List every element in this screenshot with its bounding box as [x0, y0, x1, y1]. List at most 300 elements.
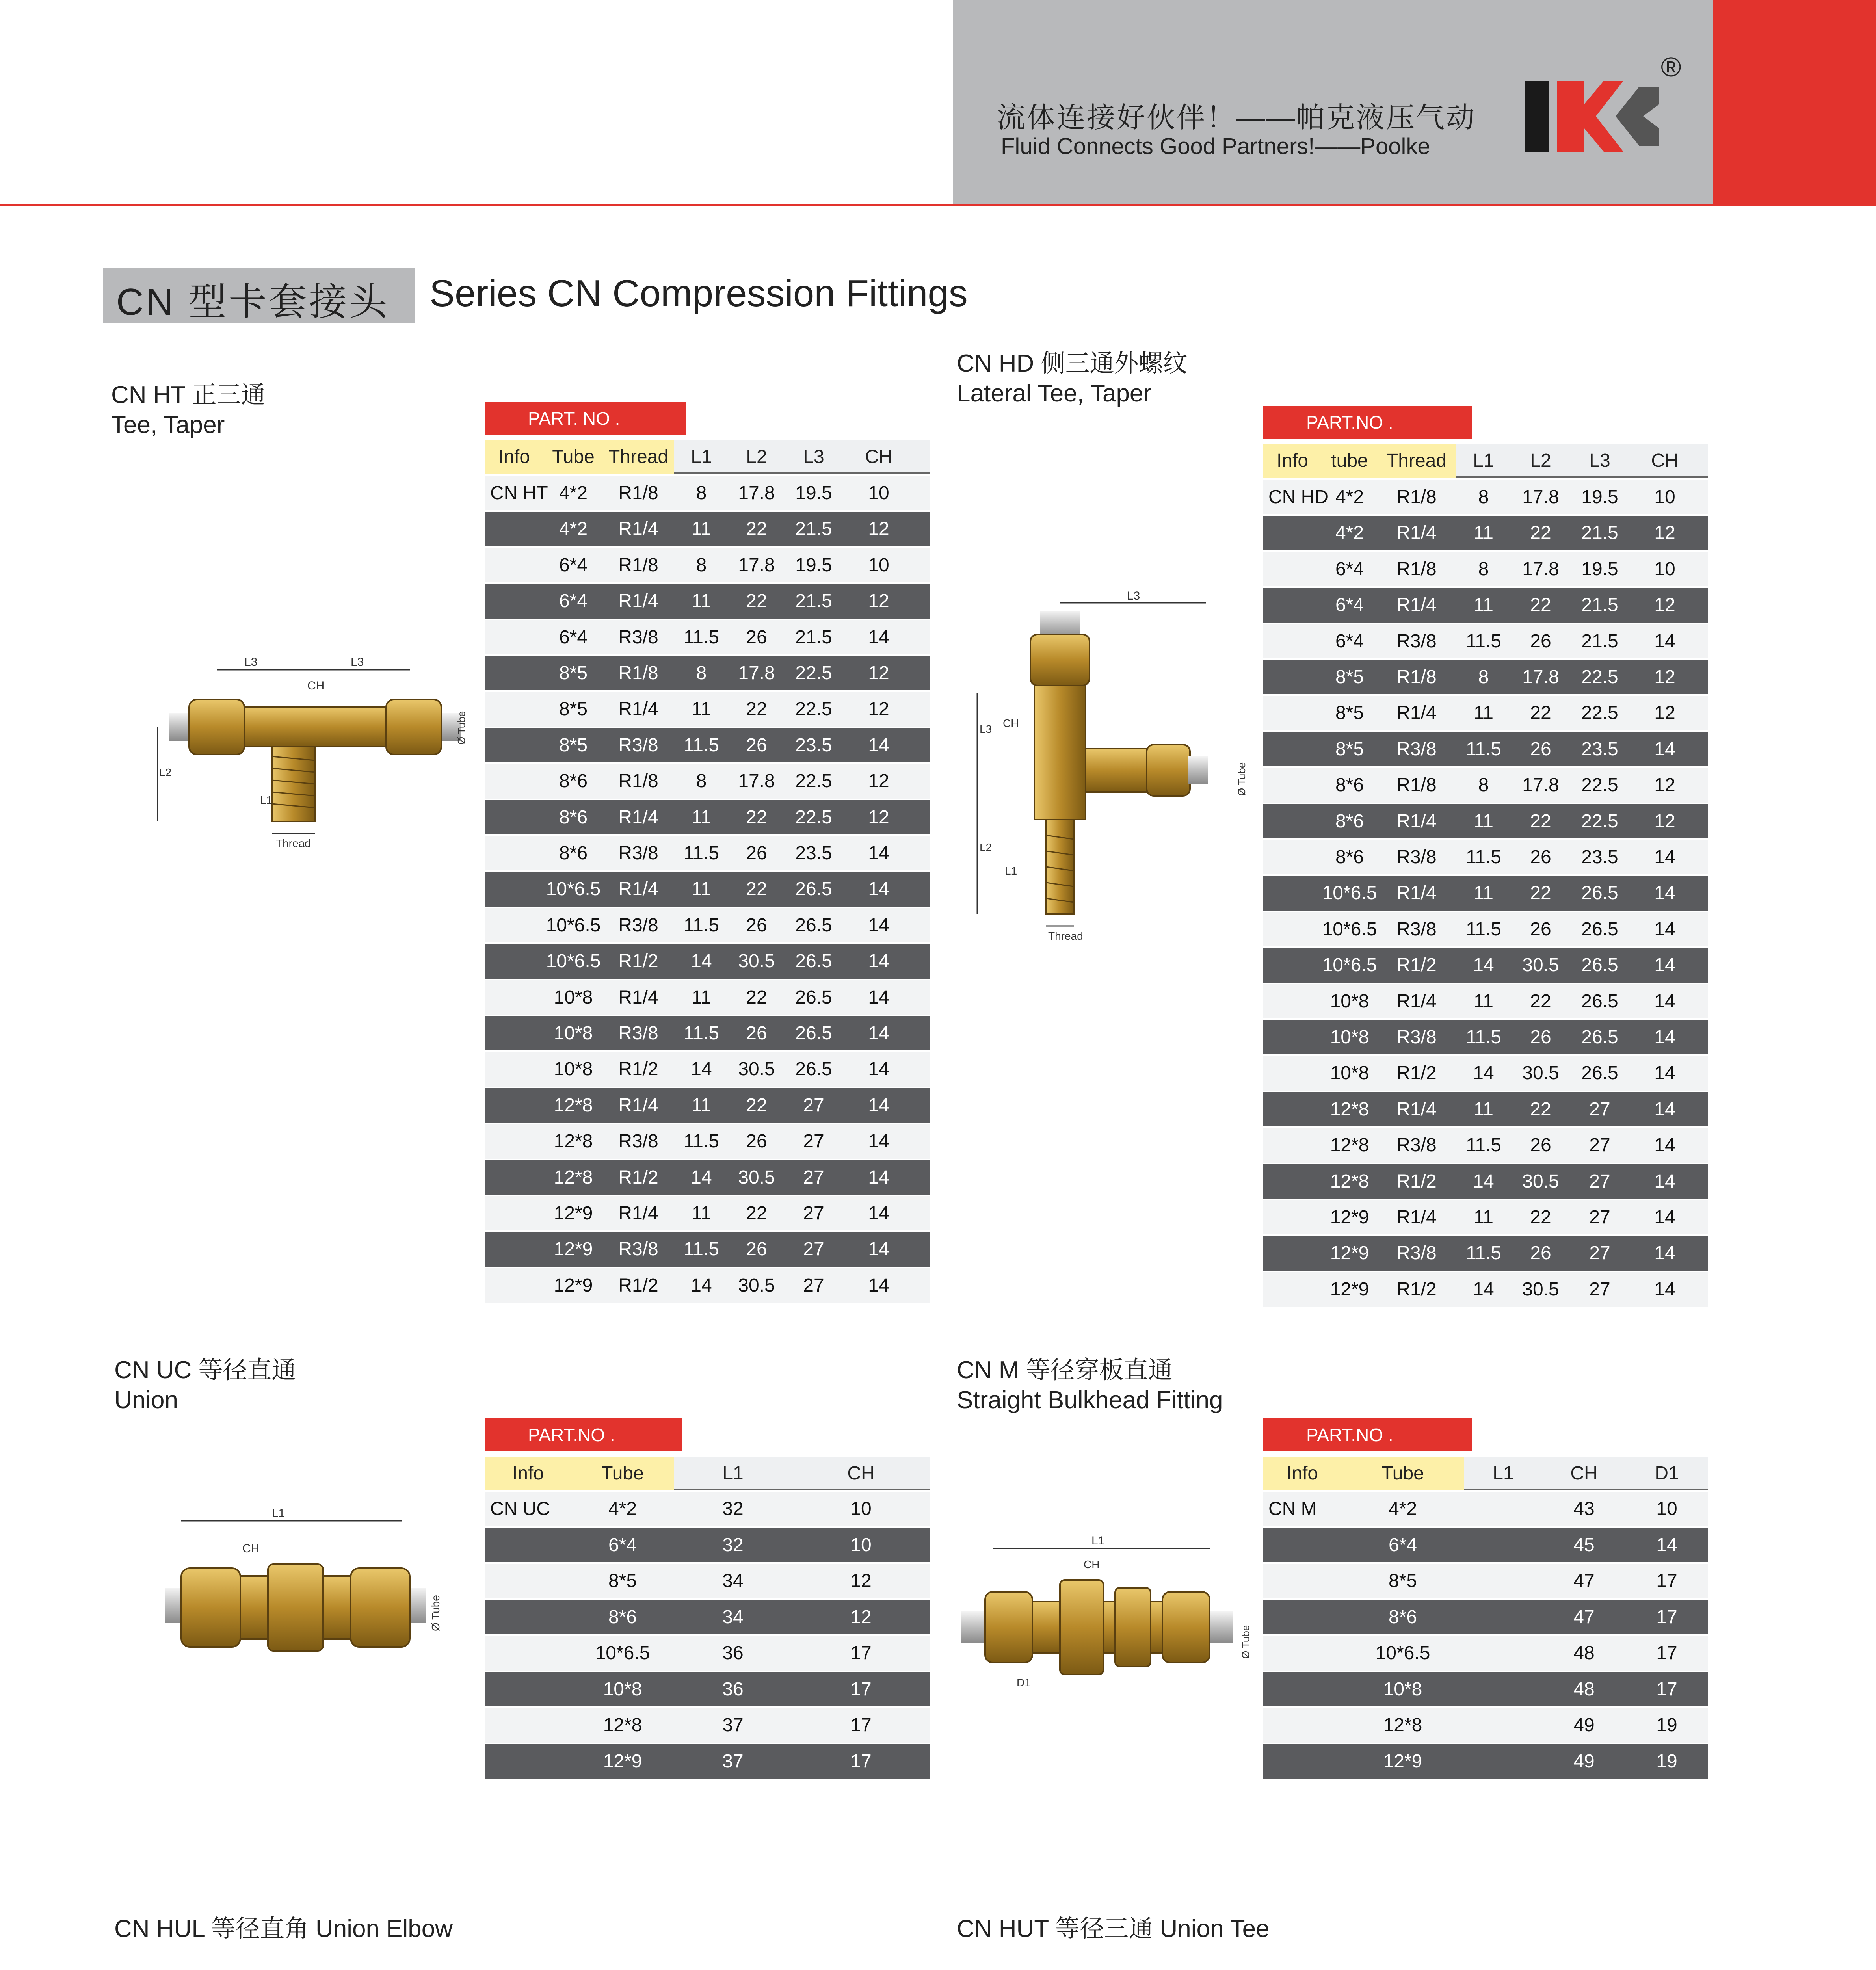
table-row: [1263, 1128, 1708, 1162]
table-row: [1263, 1528, 1708, 1563]
tee-fitting-drawing: [154, 646, 477, 867]
registered-mark: ®: [1661, 52, 1681, 82]
table-cell: 27: [1589, 1135, 1610, 1156]
table-row: [485, 512, 930, 546]
table-row: [1263, 768, 1708, 802]
table-cell: 14: [868, 626, 889, 648]
column-header: Info: [1276, 450, 1309, 471]
table-cell: CN HT: [490, 483, 548, 504]
table-cell: 12*8: [1330, 1135, 1369, 1156]
table-cell: 12*8: [1383, 1715, 1422, 1736]
table-cell: 23.5: [1581, 847, 1618, 868]
table-cell: 26: [746, 1239, 767, 1260]
section-hul-title: [114, 1914, 453, 1944]
table-cell: 12*9: [554, 1203, 593, 1224]
section-hut-name: CN HUT 等径三通 Union Tee: [957, 1915, 1270, 1942]
table-cell: 14: [1654, 991, 1675, 1012]
table-cell: 17.8: [738, 483, 775, 504]
svg-text:CH: CH: [242, 1542, 260, 1555]
svg-text:L3: L3: [244, 656, 258, 669]
table-cell: 8: [1478, 667, 1489, 688]
table-cell: CN M: [1268, 1498, 1317, 1519]
table-cell: 4*2: [559, 519, 588, 540]
table-cell: R1/8: [618, 483, 658, 504]
table-cell: 12*9: [554, 1275, 593, 1296]
table-cell: 30.5: [1522, 955, 1559, 976]
table-cell: 8*6: [608, 1606, 637, 1628]
table-cell: CN UC: [490, 1498, 550, 1519]
table-cell: 32: [722, 1534, 744, 1556]
slogan-english: Fluid Connects Good Partners!——Poolke: [1001, 134, 1430, 159]
table-cell: 30.5: [1522, 1279, 1559, 1300]
table-cell: 8*6: [559, 807, 588, 828]
svg-text:L2: L2: [980, 841, 992, 853]
svg-text:D1: D1: [1017, 1676, 1031, 1689]
section-uc-desc: Union: [114, 1386, 178, 1414]
table-row: [485, 908, 930, 942]
table-cell: R1/4: [1396, 883, 1437, 904]
table-row: [485, 620, 930, 654]
section-hd-title: [957, 349, 1188, 409]
table-row: [485, 1052, 930, 1086]
section-hul-name: CN HUL 等径直角 Union Elbow: [114, 1915, 453, 1942]
table-cell: R3/8: [1396, 1135, 1437, 1156]
table-cell: R1/4: [1396, 1098, 1437, 1120]
table-cell: 8*5: [559, 699, 588, 720]
table-cell: 14: [868, 1095, 889, 1116]
table-cell: R3/8: [1396, 847, 1437, 868]
table-cell: 6*4: [559, 626, 588, 648]
table-cell: 22: [1530, 522, 1551, 544]
table-cell: R1/8: [1396, 775, 1437, 796]
table-cell: 10: [868, 483, 889, 504]
table-row: [1263, 1492, 1708, 1526]
section-ht-desc: Tee, Taper: [111, 411, 225, 439]
table-cell: 30.5: [738, 1059, 775, 1080]
table-cell: R3/8: [618, 1131, 658, 1152]
table-row: [485, 1492, 930, 1526]
svg-text:CH: CH: [1084, 1558, 1100, 1570]
table-cell: 36: [722, 1678, 744, 1700]
table-cell: 10*6.5: [1322, 955, 1377, 976]
table-cell: 11: [1474, 810, 1493, 832]
table-cell: 17: [850, 1715, 872, 1736]
table-cell: 27: [803, 1167, 824, 1188]
table-cell: 17.8: [1522, 775, 1559, 796]
table-cell: 26.5: [1581, 1063, 1618, 1084]
union-fitting-drawing: [158, 1497, 465, 1686]
table-row: [1263, 624, 1708, 658]
column-header: L1: [1493, 1463, 1514, 1484]
table-cell: 27: [1589, 1243, 1610, 1264]
section-ht-name: CN HT 正三通: [111, 381, 266, 409]
table-cell: 8: [1478, 487, 1489, 507]
table-cell: 10*8: [1330, 1027, 1369, 1048]
table-cell: 22: [746, 1203, 767, 1224]
table-row: [485, 872, 930, 906]
table-cell: 12*9: [1383, 1751, 1422, 1772]
table-cell: 11.5: [1466, 1243, 1501, 1264]
table-cell: 26: [746, 914, 767, 936]
table-cell: 22: [1530, 883, 1551, 904]
table-cell: 12*9: [1330, 1243, 1369, 1264]
table-cell: R1/4: [1396, 522, 1437, 544]
table-cell: 6*4: [1335, 558, 1364, 580]
part-no-label: PART. NO .: [485, 402, 686, 435]
table-cell: 14: [1654, 738, 1675, 760]
table-cell: R1/4: [1396, 703, 1437, 724]
table-cell: 10*6.5: [546, 914, 601, 936]
section-m-desc: Straight Bulkhead Fitting: [957, 1386, 1223, 1414]
table-cell: 26.5: [795, 1059, 832, 1080]
column-header: CH: [1651, 450, 1679, 471]
table-cell: 22.5: [1581, 810, 1618, 832]
table-cell: R3/8: [618, 626, 658, 648]
column-header: D1: [1655, 1463, 1679, 1484]
table-cell: 12*9: [554, 1239, 593, 1260]
header-red-panel: [1713, 0, 1876, 205]
table-cell: 4*2: [559, 483, 588, 504]
table-cell: 14: [1654, 1207, 1675, 1228]
table-row: [1263, 1272, 1708, 1307]
table-cell: 10*6.5: [1375, 1643, 1430, 1663]
table-cell: 22: [1530, 1098, 1551, 1120]
table-cell: R1/4: [618, 1203, 658, 1224]
table-row: [1263, 480, 1708, 514]
lateral-tee-drawing: [961, 591, 1261, 946]
table-cell: 17: [1656, 1606, 1677, 1628]
table-cell: 14: [868, 1239, 889, 1260]
table-row: [1263, 984, 1708, 1018]
table-cell: 37: [722, 1751, 744, 1772]
table-cell: 12*8: [554, 1095, 593, 1116]
table-cell: 19.5: [1581, 558, 1618, 580]
table-cell: R3/8: [1396, 1243, 1437, 1264]
table-cell: 14: [1654, 1171, 1675, 1192]
table-cell: R3/8: [618, 843, 658, 864]
table-cell: 14: [868, 1059, 889, 1080]
table-cell: 8*5: [608, 1570, 637, 1591]
table-cell: 11: [1474, 1098, 1493, 1120]
table-cell: 12: [868, 771, 889, 792]
table-row: [1263, 1236, 1708, 1270]
svg-text:Ø Tube: Ø Tube: [456, 711, 467, 745]
table-cell: 26.5: [795, 914, 832, 936]
table-cell: R3/8: [618, 734, 658, 756]
table-cell: 8*6: [559, 771, 588, 792]
table-cell: 30.5: [738, 951, 775, 972]
table-cell: 26: [746, 843, 767, 864]
table-cell: 12: [1654, 667, 1675, 688]
table-cell: 14: [1473, 1279, 1494, 1300]
table-cell: 6*4: [1335, 630, 1364, 652]
table-cell: 17.8: [738, 554, 775, 576]
table-cell: R1/8: [618, 663, 658, 684]
table-cell: 8*5: [559, 663, 588, 684]
table-cell: 19.5: [795, 554, 832, 576]
table-cell: 4*2: [1388, 1498, 1417, 1519]
table-cell: 10*8: [1330, 1063, 1369, 1084]
table-cell: R1/4: [618, 591, 658, 612]
header-divider: [0, 204, 1876, 206]
table-cell: 23.5: [1581, 738, 1618, 760]
table-row: [485, 800, 930, 834]
table-cell: 10: [1654, 558, 1675, 580]
table-cell: 26.5: [1581, 991, 1618, 1012]
table-cell: 22: [1530, 595, 1551, 616]
table-cell: 27: [803, 1203, 824, 1224]
table-cell: 8*6: [1335, 847, 1364, 868]
table-cell: 12*8: [603, 1715, 642, 1736]
table-cell: 14: [1654, 918, 1675, 940]
table-cell: 10*6.5: [546, 879, 601, 900]
table-cell: 27: [1589, 1279, 1610, 1300]
table-cell: 22: [1530, 810, 1551, 832]
table-cell: 12: [850, 1570, 872, 1591]
table-cell: 27: [1589, 1207, 1610, 1228]
table-cell: 10: [850, 1534, 872, 1556]
section-m-title: [957, 1355, 1223, 1415]
table-cell: R3/8: [1396, 630, 1437, 652]
page-title-english: Series CN Compression Fittings: [429, 272, 968, 314]
table-cell: 14: [1654, 847, 1675, 868]
table-row: [1263, 1672, 1708, 1707]
table-cell: 12*8: [554, 1167, 593, 1188]
table-cell: 23.5: [795, 734, 832, 756]
column-header: Tube: [601, 1463, 644, 1484]
table-cell: R3/8: [618, 1239, 658, 1260]
table-cell: 27: [803, 1095, 824, 1116]
table-cell: 22: [746, 987, 767, 1008]
table-cell: R1/4: [618, 987, 658, 1008]
table-cell: R1/4: [618, 1095, 658, 1116]
table-row: [1263, 516, 1708, 550]
table-cell: R1/2: [618, 1059, 658, 1080]
table-cell: 48: [1573, 1643, 1595, 1663]
table-row: [485, 1196, 930, 1230]
column-header: Info: [498, 446, 530, 467]
brand-logo-icon: [1525, 77, 1659, 156]
table-cell: 21.5: [1581, 630, 1618, 652]
table-cell: 12: [1654, 775, 1675, 796]
table-cell: 14: [1654, 1135, 1675, 1156]
svg-text:Ø Tube: Ø Tube: [429, 1595, 442, 1631]
table-cell: 11: [692, 879, 711, 900]
table-cell: 11.5: [684, 914, 719, 936]
svg-text:L1: L1: [260, 794, 273, 806]
table-cell: 11.5: [1466, 738, 1501, 760]
table-cell: 12: [1654, 595, 1675, 616]
table-cell: 10: [1654, 487, 1675, 507]
table-cell: 22: [1530, 703, 1551, 724]
table-cell: 49: [1573, 1715, 1595, 1736]
table-cell: 6*4: [1335, 595, 1364, 616]
table-row: [485, 692, 930, 726]
table-cell: 22: [1530, 1207, 1551, 1228]
table-row: [485, 764, 930, 798]
svg-text:Ø Tube: Ø Tube: [1236, 762, 1248, 796]
table-row: [485, 584, 930, 618]
table-cell: 21.5: [1581, 522, 1618, 544]
table-cell: 11: [1474, 703, 1493, 724]
column-header: tube: [1331, 450, 1368, 471]
table-cell: 8*6: [1335, 775, 1364, 796]
table-cell: 12: [868, 807, 889, 828]
table-row: [485, 476, 930, 510]
table-cell: 17: [1656, 1570, 1677, 1591]
table-cell: 17: [1656, 1643, 1677, 1663]
table-row: [485, 1016, 930, 1050]
table-cell: 11.5: [1466, 847, 1501, 868]
table-cell: 8: [696, 554, 707, 576]
svg-text:CH: CH: [307, 679, 325, 692]
table-cell: R1/4: [618, 807, 658, 828]
table-cell: 14: [868, 734, 889, 756]
table-cell: R1/8: [618, 554, 658, 576]
table-cell: 14: [1654, 1027, 1675, 1048]
table-cell: 8*5: [1388, 1570, 1417, 1591]
table-cell: 4*2: [1335, 522, 1364, 544]
table-cell: 11: [692, 699, 711, 720]
table-cell: 14: [1654, 1243, 1675, 1264]
table-cell: 14: [1473, 955, 1494, 976]
column-header: Tube: [1381, 1463, 1424, 1484]
table-cell: R1/2: [1396, 1063, 1437, 1084]
table-cell: 26.5: [1581, 955, 1618, 976]
table-cell: 10*8: [554, 1023, 593, 1044]
table-header-row: [485, 1457, 930, 1490]
table-cell: R1/4: [1396, 595, 1437, 616]
column-header: Info: [512, 1463, 544, 1484]
table-cell: 22: [746, 807, 767, 828]
table-cell: R3/8: [618, 914, 658, 936]
table-cell: 4*2: [608, 1498, 637, 1519]
table-row: [1263, 804, 1708, 838]
table-row: [1263, 552, 1708, 586]
table-cell: 26.5: [1581, 1027, 1618, 1048]
svg-text:L3: L3: [980, 723, 992, 735]
table-cell: 12*8: [1330, 1098, 1369, 1120]
table-cell: 12: [1654, 522, 1675, 544]
table-cell: 26.5: [795, 879, 832, 900]
table-cell: 32: [722, 1498, 744, 1519]
table-cell: 26: [1530, 1027, 1551, 1048]
table-cell: 14: [1473, 1171, 1494, 1192]
table-cell: 11: [1474, 883, 1493, 904]
column-header: L2: [1530, 450, 1551, 471]
table-cell: R1/8: [1396, 558, 1437, 580]
table-cell: R1/8: [618, 771, 658, 792]
table-cell: 11: [1474, 991, 1493, 1012]
table-cell: 11.5: [684, 1131, 719, 1152]
table-row: [1263, 660, 1708, 694]
table-cell: R3/8: [1396, 1027, 1437, 1048]
table-cell: 14: [868, 1023, 889, 1044]
table-cell: 14: [1654, 1098, 1675, 1120]
table-cell: 11: [1474, 595, 1493, 616]
svg-text:L2: L2: [159, 766, 172, 779]
table-cell: 10*8: [1383, 1678, 1422, 1700]
table-cell: 22.5: [1581, 775, 1618, 796]
table-cell: 12*9: [1330, 1207, 1369, 1228]
table-cell: 21.5: [795, 519, 832, 540]
table-cell: 27: [1589, 1171, 1610, 1192]
table-row: [485, 1708, 930, 1743]
table-cell: 11.5: [684, 734, 719, 756]
table-cell: 11.5: [684, 843, 719, 864]
table-cell: R1/2: [618, 1275, 658, 1296]
table-row: [1263, 1708, 1708, 1743]
table-cell: 21.5: [795, 591, 832, 612]
table-cell: 6*4: [559, 554, 588, 576]
table-cell: 11: [1474, 1207, 1493, 1228]
table-cell: R1/8: [1396, 667, 1437, 688]
table-cell: 26: [1530, 630, 1551, 652]
table-cell: CN HD: [1268, 487, 1328, 507]
table-cell: 12*8: [1330, 1171, 1369, 1192]
table-cell: 10: [868, 554, 889, 576]
table-row: [1263, 1056, 1708, 1090]
section-hd-name: CN HD 侧三通外螺纹: [957, 350, 1188, 377]
table-cell: 8*6: [1335, 810, 1364, 832]
table-cell: R1/4: [1396, 810, 1437, 832]
table-cell: 4*2: [1335, 487, 1364, 507]
table-cell: 11.5: [1466, 630, 1501, 652]
table-cell: 26.5: [1581, 883, 1618, 904]
table-cell: 8*5: [1335, 738, 1364, 760]
table-cell: 14: [868, 843, 889, 864]
column-header: CH: [1570, 1463, 1598, 1484]
table-row: [485, 1232, 930, 1266]
table-cell: R1/4: [618, 699, 658, 720]
section-uc-name: CN UC 等径直通: [114, 1357, 296, 1384]
table-row: [1263, 948, 1708, 982]
table-row: [485, 656, 930, 690]
table-row: [485, 980, 930, 1015]
table-cell: 14: [691, 1059, 712, 1080]
table-cell: R1/4: [618, 519, 658, 540]
table-cell: 11.5: [684, 1239, 719, 1260]
table-cell: 26: [1530, 847, 1551, 868]
table-cell: 26.5: [795, 1023, 832, 1044]
table-row: [485, 1744, 930, 1779]
table-cell: 11: [692, 1095, 711, 1116]
table-cell: 19.5: [1581, 487, 1618, 507]
table-cell: 22: [746, 591, 767, 612]
table-cell: 12: [1654, 810, 1675, 832]
table-cell: 17: [850, 1751, 872, 1772]
table-row: [485, 944, 930, 978]
table-cell: 36: [722, 1643, 744, 1663]
table-cell: 12: [868, 591, 889, 612]
table-cell: 6*4: [559, 591, 588, 612]
table-cell: 11: [692, 519, 711, 540]
table-cell: 12: [850, 1606, 872, 1628]
table-cell: 27: [803, 1275, 824, 1296]
table-cell: 43: [1573, 1498, 1595, 1519]
table-cell: 14: [868, 1131, 889, 1152]
table-cell: 17.8: [1522, 558, 1559, 580]
table-row: [1263, 1164, 1708, 1199]
table-cell: 6*4: [1388, 1534, 1417, 1556]
page-title-chinese: CN 型卡套接头: [116, 281, 390, 323]
table-cell: 17: [850, 1678, 872, 1700]
table-cell: 12*9: [1330, 1279, 1369, 1300]
table-cell: 10*8: [554, 1059, 593, 1080]
table-cell: 21.5: [795, 626, 832, 648]
table-cell: 26.5: [795, 987, 832, 1008]
table-row: [485, 548, 930, 582]
